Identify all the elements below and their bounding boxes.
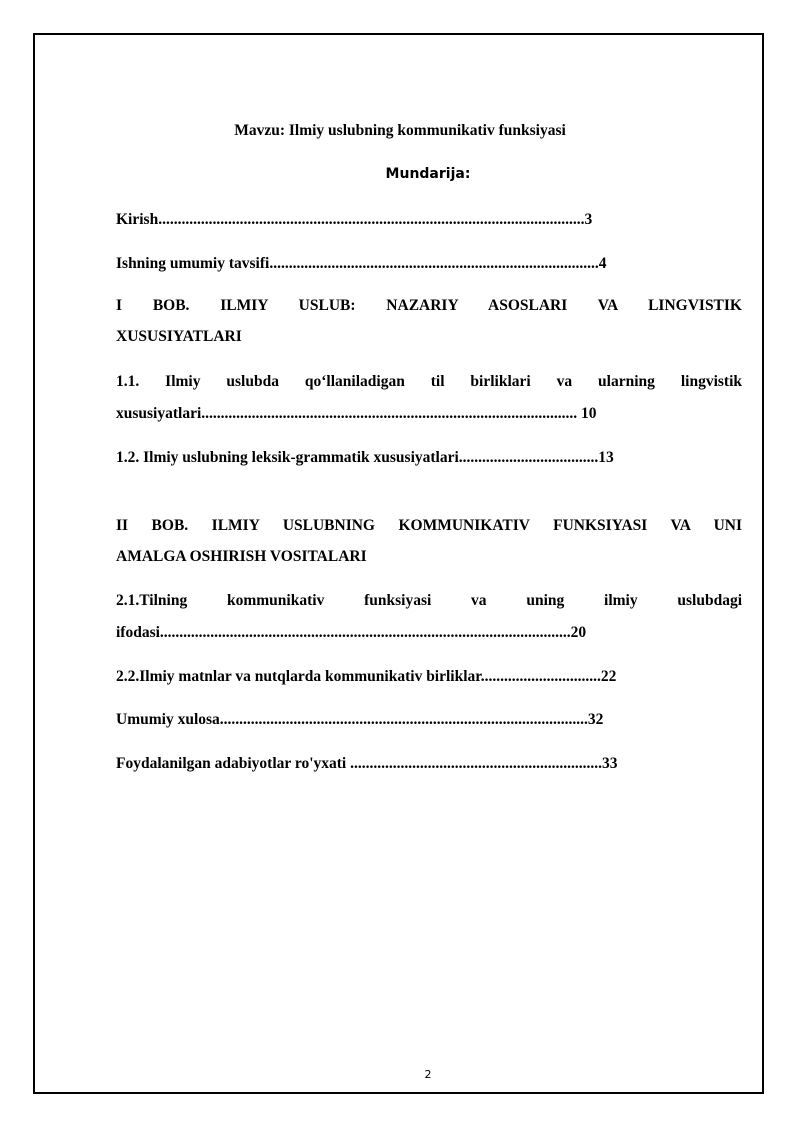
toc-entry-umumiy-xulosa: Umumiy xulosa...............................................................................................32 <box>116 711 604 728</box>
toc-section-2-1-line-1: 2.1.Tilning kommunikativ funksiyasi va uning ilmiy uslubdagi <box>116 592 742 609</box>
page-number: 2 <box>424 1068 432 1081</box>
toc-chapter-1-line-2: XUSUSIYATLARI <box>116 328 242 345</box>
toc-section-2-1-line-2: ifodasi..........................................................................................................20 <box>116 624 587 641</box>
toc-chapter-1-line-1: I BOB. ILMIY USLUB: NAZARIY ASOSLARI VA LINGVISTIK <box>116 297 742 314</box>
toc-heading: Mundarija: <box>385 166 471 182</box>
toc-chapter-2-line-2: AMALGA OSHIRISH VOSITALARI <box>116 548 367 565</box>
toc-section-2-2: 2.2.Ilmiy matnlar va nutqlarda kommunikativ birliklar...............................22 <box>116 668 617 685</box>
toc-section-1-2: 1.2. Ilmiy uslubning leksik-grammatik xususiyatlari....................................13 <box>116 449 614 466</box>
toc-entry-adabiyotlar: Foydalanilgan adabiyotlar ro'yxati .................................................................33 <box>116 755 618 772</box>
toc-entry-kirish: Kirish..............................................................................................................3 <box>116 211 593 228</box>
toc-chapter-2-line-1: II BOB. ILMIY USLUBNING KOMMUNIKATIV FUNKSIYASI VA UNI <box>116 517 742 534</box>
toc-section-1-1-line-1: 1.1. Ilmiy uslubda qo‘llaniladigan til birliklari va ularning lingvistik <box>116 373 742 390</box>
document-title: Mavzu: Ilmiy uslubning kommunikativ funksiyasi <box>234 122 566 139</box>
toc-entry-ishning-umumiy-tavsifi: Ishning umumiy tavsifi.....................................................................................4 <box>116 255 607 272</box>
toc-section-1-1-line-2: xususiyatlari................................................................................................. 10 <box>116 405 597 422</box>
